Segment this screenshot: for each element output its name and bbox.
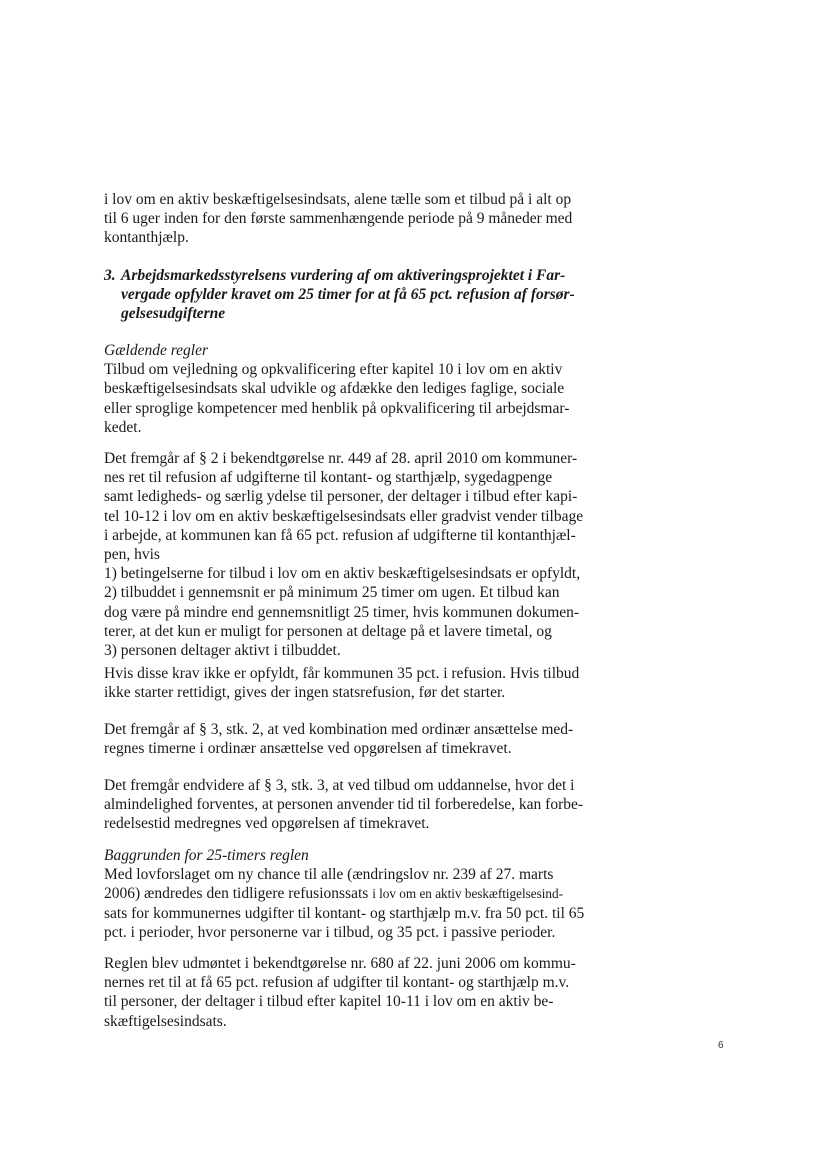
page-number: 6 — [718, 1040, 724, 1051]
text-line — [104, 884, 604, 903]
heading-line: gelsesudgifterne — [121, 305, 226, 323]
reglen-paragraph — [104, 954, 604, 1031]
text-line: nernes ret til at få 65 pct. refusion af udgifter til kontant- og starthjælp m.v. — [104, 974, 570, 992]
text-line: Hvis disse krav ikke er opfyldt, får kommunen 35 pct. i refusion. Hvis tilbud — [104, 665, 580, 682]
text-line: Det fremgår af § 2 i bekendtgørelse nr. 449 af 28. april 2010 om kommuner- — [104, 450, 578, 467]
text-line: Det fremgår endvidere af § 3, stk. 3, at ved tilbud om uddannelse, hvor det i — [104, 777, 575, 794]
krav-paragraph — [104, 664, 604, 702]
list-item-3: 3) personen deltager aktivt i tilbuddet. — [104, 642, 341, 660]
text-line: pct. i perioder, hvor personerne var i tilbud, og 35 pct. i passive perioder. — [104, 923, 556, 941]
text-line: pen, hvis — [104, 546, 160, 564]
subheading-baggrund: Baggrunden for 25-timers reglen — [104, 847, 309, 864]
text-line: redelsestid medregnes ved opgørelsen af timekravet. — [104, 815, 430, 833]
text-segment-small: i lov om en aktiv beskæftigelsesind- — [372, 886, 564, 902]
list-item-1: 1) betingelserne for tilbud i lov om en aktiv beskæftigelsesindsats er opfyldt, — [104, 565, 581, 583]
text-line: regnes timerne i ordinær ansættelse ved opgørelsen af timekravet. — [104, 740, 512, 758]
text-line: kedet. — [104, 418, 142, 436]
heading-line: Arbejdsmarkedsstyrelsens vurdering af om aktiveringsprojektet i Far- — [121, 267, 566, 284]
section-heading — [121, 266, 601, 324]
text-line: samt ledigheds- og særlig ydelse til personer, der deltager i tilbud efter kapi- — [104, 488, 578, 506]
text-line: Med lovforslaget om ny chance til alle (ændringslov nr. 239 af 27. marts — [104, 866, 554, 884]
text-line: eller sproglige kompetencer med henblik på opkvalificering til arbejdsmar- — [104, 399, 570, 417]
text-line: skæftigelsesindsats. — [104, 1012, 227, 1030]
heading-line: vergade opfylder kravet om 25 timer for at få 65 pct. refusion af forsør- — [121, 286, 575, 304]
text-line: nes ret til refusion af udgifterne til kontant- og starthjælp, sygedagpenge — [104, 469, 553, 487]
gaeldende-regler-section — [104, 341, 604, 437]
stk3-paragraph — [104, 776, 604, 834]
intro-paragraph — [104, 190, 604, 248]
section-number: 3. — [104, 267, 116, 284]
text-line: sats for kommunernes udgifter til kontant- og starthjælp m.v. fra 50 pct. til 65 — [104, 904, 585, 922]
text-line: terer, at det kun er muligt for personen at deltage på et lavere timetal, og — [104, 622, 552, 640]
text-line: Det fremgår af § 3, stk. 2, at ved kombination med ordinær ansættelse med- — [104, 721, 574, 738]
text-line: Reglen blev udmøntet i bekendtgørelse nr. 680 af 22. juni 2006 om kommu- — [104, 955, 576, 972]
text-line: beskæftigelsesindsats skal udvikle og afdække den lediges faglige, sociale — [104, 380, 565, 398]
text-line: til 6 uger inden for den første sammenhængende periode på 9 måneder med — [104, 210, 573, 228]
baggrund-section — [104, 846, 604, 942]
text-line: tel 10-12 i lov om en aktiv beskæftigelsesindsats eller gradvist vender tilbage — [104, 507, 584, 525]
text-line: i lov om en aktiv beskæftigelsesindsats, alene tælle som et tilbud på i alt op — [104, 191, 572, 208]
text-line: dog være på mindre end gennemsnitligt 25 timer, hvis kommunen dokumen- — [104, 603, 580, 621]
text-line: ikke starter rettidigt, gives der ingen statsrefusion, før det starter. — [104, 684, 506, 702]
text-line: kontanthjælp. — [104, 229, 189, 247]
subheading-gaeldende-regler: Gældende regler — [104, 342, 209, 359]
text-segment: 2006) ændredes den tidligere refusionssats — [104, 885, 373, 903]
text-line: i arbejde, at kommunen kan få 65 pct. refusion af udgifterne til kontanthjæl- — [104, 526, 576, 544]
stk2-paragraph — [104, 720, 604, 758]
bekendtgorelse-paragraph — [104, 449, 604, 660]
list-item-2: 2) tilbuddet i gennemsnit er på minimum 25 timer om ugen. Et tilbud kan — [104, 584, 560, 602]
text-line: til personer, der deltager i tilbud efter kapitel 10-11 i lov om en aktiv be- — [104, 993, 554, 1011]
text-line: Tilbud om vejledning og opkvalificering efter kapitel 10 i lov om en aktiv — [104, 361, 563, 379]
text-line: almindelighed forventes, at personen anvender tid til forberedelse, kan forbe- — [104, 796, 584, 814]
